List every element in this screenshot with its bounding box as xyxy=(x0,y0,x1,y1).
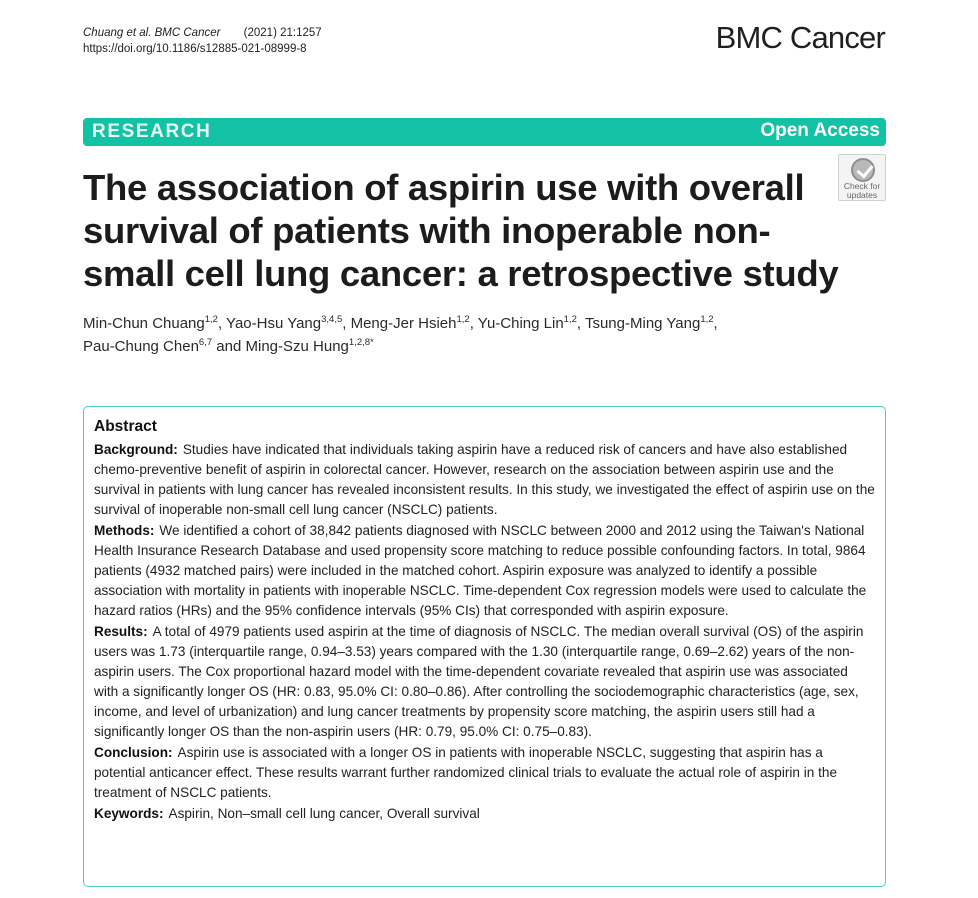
author-affiliation: 3,4,5 xyxy=(321,314,343,325)
background-text: Studies have indicated that individuals taking aspirin have a reduced risk of cancers and have also established chemo-preventive benefit of aspirin in colorectal cancer. However, research on the association between aspirin use and the survival in patients with lung cancer has revealed inconsistent results. In this study, we investigated the effect of aspirin use on the survival of inoperable non-small cell lung cancer (NSCLC) patients. xyxy=(94,442,875,517)
conclusion-label: Conclusion: xyxy=(94,745,173,760)
author-name[interactable]: Tsung-Ming Yang xyxy=(584,315,701,332)
check-updates-line2: updates xyxy=(846,190,878,200)
author-name[interactable]: Yu-Ching Lin xyxy=(477,315,564,332)
methods-text: We identified a cohort of 38,842 patients diagnosed with NSCLC between 2000 and 2012 using the Taiwan's National Health Insurance Research Database and used propensity score matching to reduce possible confounding factors. In total, 9864 patients (4932 matched pairs) were included in the matched cohort. Aspirin exposure was analyzed to identify a possible association with mortality in patients with inoperable NSCLC. Time-dependent Cox regression models were used to calculate the hazard ratios (HRs) and the 95% confidence intervals (95% CIs) that corresponded with aspirin exposure. xyxy=(94,523,867,618)
abstract-results xyxy=(94,622,875,742)
citation-journal: BMC Cancer xyxy=(154,27,221,39)
abstract-heading: Abstract xyxy=(94,418,157,435)
open-access-label: Open Access xyxy=(760,120,880,141)
author-list xyxy=(83,312,863,358)
doi-link[interactable]: https://doi.org/10.1186/s12885-021-08999-8 xyxy=(83,43,307,55)
author-separator: , xyxy=(217,315,227,332)
author-name[interactable]: Pau-Chung Chen xyxy=(83,338,199,355)
background-label: Background: xyxy=(94,442,178,457)
author-affiliation: 1,2 xyxy=(700,314,714,325)
author-affiliation: 1,2 xyxy=(563,314,577,325)
abstract-keywords xyxy=(94,804,875,824)
author-name[interactable]: Min-Chun Chuang xyxy=(83,315,205,332)
author-affiliation: 6,7 xyxy=(198,337,213,348)
conclusion-text: Aspirin use is associated with a longer OS in patients with inoperable NSCLC, suggesting that aspirin has a potential anticancer effect. These results warrant further randomized clinical trials to evaluate the actual role of aspirin in the treatment of NSCLC patients. xyxy=(94,745,838,800)
check-updates-line1: Check for xyxy=(843,181,881,191)
author-affiliation: 1,2,8* xyxy=(348,337,374,348)
author-name[interactable]: Ming-Szu Hung xyxy=(245,338,349,355)
methods-label: Methods: xyxy=(94,523,155,538)
journal-brand-logo[interactable]: BMC Cancer xyxy=(715,20,885,55)
author-name[interactable]: Meng-Jer Hsieh xyxy=(350,315,457,332)
author-separator: , xyxy=(576,315,585,332)
results-text: A total of 4979 patients used aspirin at the time of diagnosis of NSCLC. The median overall survival (OS) of the aspirin users was 1.73 (interquartile range, 0.94–3.53) years compared with the 1.30 (interquartile range, 0.69–2.62) years of the non-aspirin users. The Cox proportional hazard model with the time-dependent covariate revealed that aspirin use was associated with a significantly longer OS (HR: 0.83, 95.0% CI: 0.80–0.86). After controlling the sociodemographic characteristics (age, sex, income, and level of urbanization) and lung cancer treatments by propensity score matching, the aspirin users still had a significantly longer OS than the non-aspirin users (HR: 0.79, 95.0% CI: 0.75–0.83). xyxy=(94,624,864,739)
abstract-methods xyxy=(94,521,875,621)
check-for-updates-button[interactable] xyxy=(838,154,886,201)
citation-author: Chuang et al. xyxy=(83,27,152,39)
author-separator: , xyxy=(342,315,351,332)
author-separator: , xyxy=(713,315,718,332)
article-type-label: RESEARCH xyxy=(92,121,212,142)
citation-block xyxy=(83,25,322,57)
author-affiliation: 1,2 xyxy=(456,314,470,325)
author-separator: and xyxy=(212,338,246,355)
author-name[interactable]: Yao-Hsu Yang xyxy=(226,315,322,332)
abstract-background xyxy=(94,440,875,520)
citation-line xyxy=(83,25,322,41)
check-updates-icon xyxy=(851,158,875,182)
keywords-text: Aspirin, Non–small cell lung cancer, Overall survival xyxy=(168,806,480,821)
abstract-box xyxy=(83,406,886,887)
article-type-banner xyxy=(83,118,886,146)
article-title: The association of aspirin use with overall survival of patients with inoperable non-small cell lung cancer: a retrospective study xyxy=(83,167,839,294)
results-label: Results: xyxy=(94,624,148,639)
check-updates-text xyxy=(839,182,885,200)
abstract-conclusion xyxy=(94,743,875,803)
citation-year-volume: (2021) 21:1257 xyxy=(243,27,322,39)
author-affiliation: 1,2 xyxy=(204,314,218,325)
keywords-label: Keywords: xyxy=(94,806,164,821)
author-separator: , xyxy=(469,315,478,332)
